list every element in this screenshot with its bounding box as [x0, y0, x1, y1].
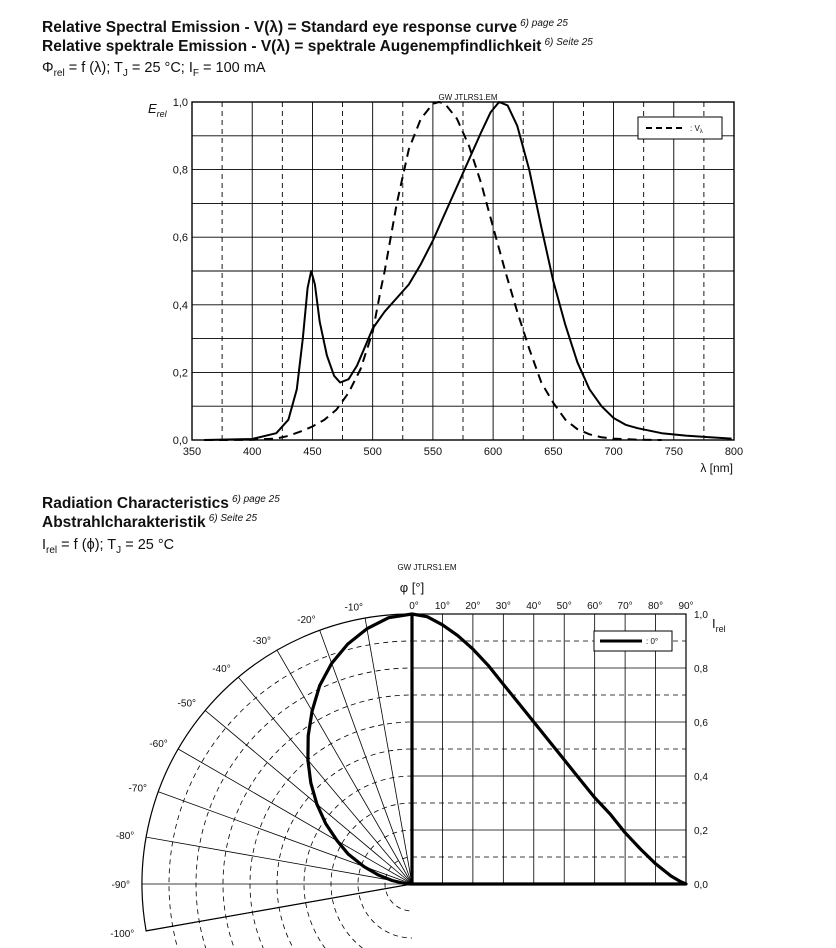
chart1-ref-en: 6) page 25: [520, 18, 568, 29]
chart2-xlabel: φ [°]: [399, 580, 425, 595]
chart2-angle-label-left: -50°: [177, 698, 196, 710]
chart2-angle-label-right: 10°: [434, 601, 451, 612]
chart2-legend: [594, 631, 672, 651]
chart1-ytick-label: 0,2: [172, 367, 188, 380]
chart1-xtick-label: 450: [303, 446, 322, 458]
chart2-polar-spoke: [158, 792, 412, 884]
chart1-ytick-label: 0,0: [172, 435, 188, 447]
chart2-polar-curve: [308, 614, 412, 884]
chart1-ytick-label: 0,4: [172, 299, 188, 312]
chart1-xtick-label: 700: [604, 446, 623, 458]
chart2-angle-label-left: -90°: [111, 880, 130, 891]
chart1-xtick-label: 650: [544, 446, 563, 458]
chart1-xtick-label: 800: [724, 446, 744, 458]
chart2-ytick-label: 0,6: [694, 718, 708, 729]
chart2-ref-en: 6) page 25: [231, 494, 280, 505]
chart2-angle-label-right: 0°: [409, 601, 419, 612]
chart2-angle-label-right: 50°: [556, 601, 572, 612]
chart1-xlabel: λ [nm]: [700, 461, 733, 475]
chart1-title-de: Relative spektrale Emission - V(λ) = spektrale Augenempfindlichkeit $^{6) Seite 25}$: [42, 37, 593, 56]
chart1-xtick-label: 400: [243, 446, 262, 458]
chart2-angle-label-left: -70°: [128, 783, 147, 795]
chart2-angle-label-left: -100°: [110, 929, 135, 940]
chart2-ref-de: 6) Seite 25: [208, 513, 258, 524]
chart2-angle-label-left: -10°: [344, 602, 363, 614]
chart2-angle-label-right: 30°: [495, 601, 511, 612]
chart2-title-de: Abstrahlcharakteristik $^{6) Seite 25}$: [42, 513, 258, 532]
chart2-angle-label-left: -30°: [252, 635, 271, 647]
chart2-polar-spoke: [238, 677, 412, 884]
chart1-ref-de: 6) Seite 25: [544, 37, 593, 48]
chart2-ytick-label: 1,0: [694, 610, 708, 621]
chart2-angle-label-right: 80°: [647, 601, 664, 612]
chart2-formula: $I_{rel} = f$ (ϕ); $T_J = 25$ °C: [42, 537, 175, 556]
chart2-ytick-label: 0,4: [694, 772, 708, 783]
chart2-angle-label-left: -60°: [149, 739, 168, 750]
chart2-polar-spoke: [146, 884, 412, 931]
chart1-xtick-label: 600: [483, 446, 503, 458]
chart2-legend-label: : 0°: [646, 637, 659, 646]
chart2-ytick-label: 0,8: [694, 664, 708, 675]
chart2-angle-label-left: -80°: [115, 831, 135, 842]
chart2-angle-label-right: 40°: [526, 601, 542, 612]
chart1-xtick-label: 500: [363, 446, 382, 458]
chart1-formula: $\Phi_{rel} = f$ (λ); $T_J = 25$ °C; $I_F = 100$ mA: [42, 60, 266, 79]
chart1-watermark: GW JTLRS1.EM: [438, 93, 498, 102]
chart2-ytick-label: 0,2: [694, 826, 708, 837]
chart1-legend-label: : $V_\lambda$: [690, 124, 703, 135]
chart1-ytick-label: 0,8: [172, 164, 188, 177]
chart2-ytick-label: 0,0: [694, 880, 708, 891]
chart1-ytick-label: 0,6: [172, 232, 188, 245]
chart2-angle-label-right: 60°: [587, 601, 603, 612]
chart2-title-en: Radiation Characteristics $^{6) page 25}$: [42, 494, 280, 513]
chart2-ylabel: $I_{rel}$: [712, 616, 726, 634]
chart1-xtick-label: 750: [664, 446, 683, 458]
chart2-angle-label-left: -20°: [297, 615, 316, 626]
chart2-angle-label-right: 70°: [617, 601, 633, 612]
chart2-angle-label-right: 90°: [678, 601, 694, 612]
chart2-angle-label-right: 20°: [465, 601, 481, 612]
chart1-xtick-label: 550: [423, 446, 443, 458]
chart1-ytick-label: 1,0: [172, 97, 188, 109]
chart2-watermark: GW JTLRS1.EM: [397, 563, 457, 572]
chart1-xtick-label: 350: [182, 446, 202, 458]
chart1-title-en: Relative Spectral Emission - V(λ) = Standard eye response curve $^{6) page 25}$: [42, 18, 568, 37]
chart2-angle-label-left: -40°: [212, 664, 231, 675]
chart1-ylabel: $E_{rel}$: [148, 101, 167, 119]
